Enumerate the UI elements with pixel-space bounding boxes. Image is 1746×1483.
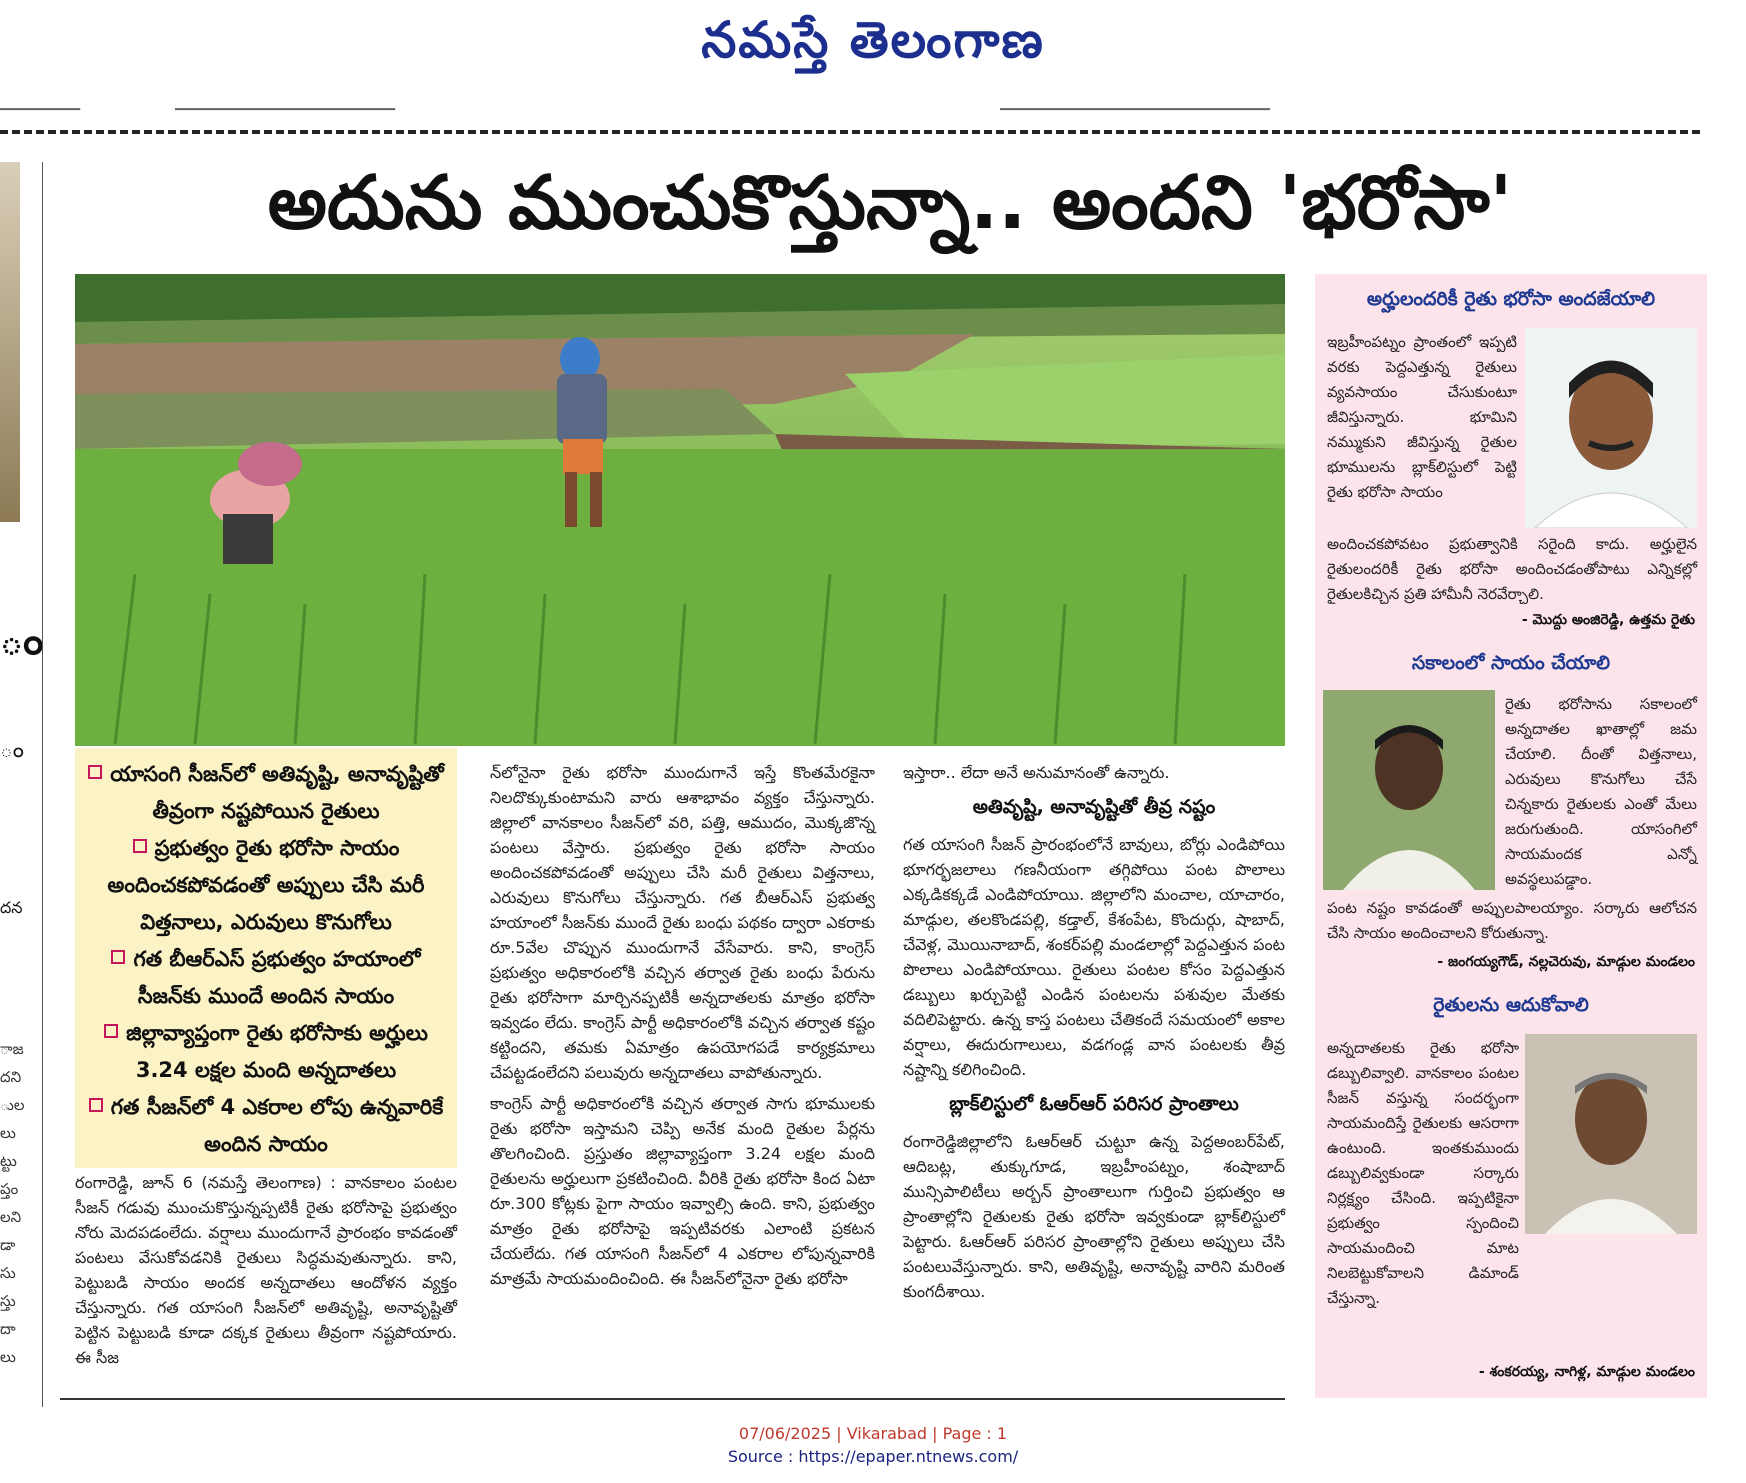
quote-text: అందించకపోవటం ప్రభుత్వానికి సరైంది కాదు. అర్హులైన రైతులందరికీ రైతు భరోసా అందించడంతోపాటు ఎన్నికల్లో రైతులకిచ్చిన ప్రతి హామీనీ నెరవేర్చాలి.: [1327, 535, 1697, 603]
sidebar-box-title: సకాలంలో సాయం చేయాలి: [1411, 652, 1611, 674]
quote-attribution: - మొద్దు అంజిరెడ్డి, ఉత్తమ రైతు: [1521, 612, 1695, 628]
farmer-portrait-3: [1525, 1034, 1697, 1234]
adjacent-text-fragment: దన: [0, 898, 23, 917]
adjacent-text-fragment: ుల: [0, 1096, 24, 1114]
sidebar-box-title: అర్హులందరికీ రైతు భరోసా అందజేయాలి: [1366, 288, 1656, 310]
adjacent-text-fragment: ట్టు: [0, 1152, 17, 1170]
article-paragraph: గత యాసంగి సీజన్ ప్రారంభంలోనే బావులు, బోర్లు ఎండిపోయి భూగర్భజలాలు గణనీయంగా తగ్గిపోయి పంట పొలాలు ఎక్కడికక్కడే ఎండిపోయాయి. జిల్లాలోని మంచాల, యాచారం, మాడ్గుల, తలకొండపల్లి, కడ్తాల్, కేశంపేట, కొందుర్గు, షాబాద్, చేవెళ్ల, మొయినాబాద్, శంకర్‌పల్లి మండలాల్లో పెద్దఎత్తున పంట పొలాలు ఎండిపోయాయి. రైతులు పంటల కోసం పెద్దఎత్తున డబ్బులు ఖర్చుపెట్టి ఎండిన పంటలను పశువుల మేతకు వదిలిపెట్టారు. ఉన్న కాస్త పంటలు చేతికందే సమయంలో అకాల వర్షాలు, ఈదురుగాలులు, వడగండ్ల వాన పంటలకు తీవ్ర నష్టాన్ని కలిగించింది.: [903, 835, 1285, 1079]
quote-text: అన్నదాతలకు రైతు భరోసా డబ్బులివ్వాలి. వానకాలం పంటల సీజన్ వస్తున్న సందర్భంగా సాయమందిస్తే రైతులకు ఆసరాగా ఉంటుంది. ఇంతకుముందు డబ్బులివ్వకుండా సర్కారు నిర్లక్ష్యం చేసింది. ఇప్పటికైనా ప్రభుత్వం స్పందించి సాయమందించి మాట నిలబెట్టుకోవాలని డిమాండ్ చేస్తున్నా.: [1327, 1039, 1519, 1307]
sidebar-box-title: రైతులను ఆదుకోవాలి: [1433, 994, 1589, 1016]
subheading: బ్లాక్‌లిస్టులో ఓఆర్ఆర్ పరిసర ప్రాంతాలు: [949, 1093, 1239, 1115]
adjacent-text-fragment: డా: [0, 1236, 16, 1254]
highlight-item: గత బీఆర్‌ఎస్ ప్రభుత్వం హయాంలో సీజన్‌కు ముందే అందిన సాయం: [75, 941, 457, 1015]
highlight-item: యాసంగి సీజన్‌లో అతివృష్టి, అనావృష్టితో తీవ్రంగా నష్టపోయిన రైతులు: [75, 756, 457, 830]
headline: అదును ముంచుకొస్తున్నా.. అందని 'భరోసా': [267, 160, 1513, 246]
farmer-portrait-2: [1323, 690, 1495, 890]
article-paragraph: రంగారెడ్డి, జూన్ 6 (నమస్తే తెలంగాణ) : వానకాలం పంటల సీజన్ గడువు ముంచుకొస్తున్నప్పటికీ రైతు భరోసాపై ప్రభుత్వం నోరు మెదపడంలేదు. వర్షాలు ముందుగానే ప్రారంభం కావడంతో పంటలు వేసుకోవడనికి రైతులు సిద్ధమవుతున్నారు. కాని, పెట్టుబడి సాయం అందక అన్నదాతలు ఆందోళన వ్యక్తం చేస్తున్నారు. గత యాసంగి సీజన్‌లో అతివృష్టి, అనావృష్టితో పెట్టిన పెట్టుబడి కూడా దక్కక రైతులు తీవ్రంగా నష్టపోయారు. ఈ సీజ: [75, 1173, 457, 1367]
quote-attribution: - శంకరయ్య, నాగిళ్ల, మాడ్గుల మండలం: [1478, 1364, 1695, 1380]
adjacent-text-fragment: లని: [0, 1208, 22, 1226]
adjacent-text-fragment: సు: [0, 1264, 16, 1282]
column-rule: [42, 162, 43, 1407]
masthead: నమస్తే తెలంగాణ: [701, 10, 1045, 69]
article-column-2: [490, 760, 875, 1297]
bullet-icon: [111, 950, 125, 964]
article-paragraph: రంగారెడ్డిజిల్లాలోని ఓఆర్ఆర్ చుట్టూ ఉన్న పెద్దఅంబర్‌పేట్, ఆదిబట్ల, తుక్కుగూడ, ఇబ్రహీంపట్నం, శంషాబాద్ మున్సిపాలిటీలు అర్బన్ ప్రాంతాలుగా గుర్తించి ప్రభుత్వం ఆ ప్రాంతాల్లోని రైతులకు రైతు భరోసా ఇవ్వకుండా బ్లాక్‌లిస్టులో పెట్టారు. ఓఆర్ఆర్ పరిసర ప్రాంతాల్లోని రైతులు అప్పులు చేసి పంటలువేస్తున్నారు. కాని, అతివృష్టి, అనావృష్టి వారిని మరింత కుంగదీశాయి.: [903, 1132, 1285, 1301]
source-link[interactable]: Source : https://epaper.ntnews.com/: [727, 1447, 1019, 1466]
highlights-box: [75, 748, 457, 1168]
adjacent-text-fragment: లు: [0, 1348, 16, 1366]
farmer-portrait-1: [1525, 328, 1697, 528]
quote-text: పంట నష్టం కావడంతో అప్పులపాలయ్యాం. సర్కారు ఆలోచన చేసి సాయం అందించాలని కోరుతున్నా.: [1327, 899, 1697, 942]
bottom-rule: [60, 1398, 1285, 1400]
quote-text: రైతు భరోసాను సకాలంలో అన్నదాతల ఖాతాల్లో జమ చేయాలి. దీంతో విత్తనాలు, ఎరువులు కొనుగోలు చేసే చిన్నకారు రైతులకు ఎంతో మేలు జరుగుతుంది. యాసంగిలో సాయమందక ఎన్నో అవస్థలుపడ్డాం.: [1505, 695, 1697, 888]
quote-attribution: - జంగయ్యగౌడ్, నల్లచెరువు, మాడ్గుల మండలం: [1437, 954, 1695, 970]
article-column-1: [75, 1170, 457, 1376]
farmers-transplanting-paddy-image: [75, 274, 1285, 746]
adjacent-text-fragment: దా: [0, 1320, 16, 1338]
adjacent-text-fragment: లు: [0, 1124, 16, 1142]
adjacent-text-fragment: ం: [0, 618, 44, 664]
adjacent-text-fragment: ప్తం: [0, 1180, 19, 1198]
farmer-quotes-sidebar: [1315, 274, 1707, 1398]
article-paragraph: ఇస్తారా.. లేదా అనే అనుమానంతో ఉన్నారు.: [903, 763, 1170, 782]
highlight-item: గత సీజన్‌లో 4 ఎకరాల లోపు ఉన్నవారికే అందిన సాయం: [75, 1089, 457, 1163]
quote-text: ఇబ్రహీంపట్నం ప్రాంతంలో ఇప్పటి వరకు పెద్దఎత్తున్న రైతులు వ్యవసాయం చేసుకుంటూ జీవిస్తున్నారు. భూమిని నమ్ముకుని జీవిస్తున్న రైతుల భూములను బ్లాక్‌లిస్టులో పెట్టి రైతు భరోసా సాయం: [1327, 333, 1517, 501]
article-column-3: [903, 760, 1285, 1310]
paddy-field-photo: [75, 274, 1285, 746]
adjacent-text-fragment: దని: [0, 1068, 22, 1086]
bullet-icon: [89, 1098, 103, 1112]
adjacent-photo-fragment: [0, 162, 20, 522]
bullet-icon: [133, 839, 147, 853]
bullet-icon: [104, 1024, 118, 1038]
adjacent-text-fragment: ం: [0, 738, 24, 763]
article-paragraph: న్‌లోనైనా రైతు భరోసా ముందుగానే ఇస్తే కొంతమేరకైనా నిలదొక్కుకుంటామని వారు ఆశాభావం వ్యక్తం చేస్తున్నారు. జిల్లాలో వానకాలం సీజన్‌లో వరి, పత్తి, ఆముదం, మొక్కజొన్న పంటలు వేస్తారు. ప్రభుత్వం రైతు భరోసా సాయం అందించకపోవడంతో అప్పులు చేసి మరీ రైతులు విత్తనాలు, ఎరువులు కొనుగోలు చేస్తున్నారు. గత బీఆర్‌ఎస్ ప్రభుత్వ హయాంలో సీజన్‌కు ముందే రైతు బంధు పథకం ద్వారా ఎకరాకు రూ.5వేల చొప్పున ముందుగానే వేసేవారు. కాని, కాంగ్రెస్ ప్రభుత్వం అధికారంలోకి వచ్చిన తర్వాత రైతు బంధు పేరును రైతు భరోసాగా మార్చినప్పటికీ అన్నదాతలకు మాత్రం భరోసా ఇవ్వడం లేదు. కాంగ్రెస్ పార్టీ అధికారంలోకి వచ్చిన తర్వాత కష్టం కట్టిందని, తమకు ఏమాత్రం ఉపయోగపడే కార్యక్రమాలు చేపట్టడంలేదని పలువురు అన్నదాతలు వాపోతున్నారు.: [490, 763, 875, 1082]
edition-info: 07/06/2025 | Vikarabad | Page : 1: [738, 1424, 1008, 1443]
dashed-divider: [0, 130, 1700, 134]
adjacent-text-fragment: ాజ: [0, 1040, 24, 1058]
previous-page-strip: ▁▁▁▁▁▁▁▁ ▁▁▁▁▁▁▁▁▁▁▁▁▁▁▁▁▁▁▁▁▁▁ ▁▁▁▁▁▁▁▁▁▁▁▁▁▁▁▁▁▁▁▁▁▁▁▁▁▁▁: [0, 96, 1270, 111]
article-paragraph: కాంగ్రెస్ పార్టీ అధికారంలోకి వచ్చిన తర్వాత సాగు భూములకు రైతు భరోసా ఇస్తామని చెప్పి అనేక మంది రైతుల పేర్లను తొలగించింది. ప్రస్తుతం జిల్లావ్యాప్తంగా 3.24 లక్షల మంది రైతులను అర్హులుగా ప్రకటించింది. వీరికి రైతు భరోసా కింద ఏటా రూ.300 కోట్లకు పైగా సాయం ఇవ్వాల్సి ఉంది. కాని, ప్రభుత్వం మాత్రం రైతు భరోసాపై ఇప్పటివరకు ఎలాంటి ప్రకటన చేయలేదు. గత యాసంగి సీజన్‌లో 4 ఎకరాల లోపున్నవారికి మాత్రమే సాయమందించింది. ఈ సీజన్‌లోనైనా రైతు భరోసా: [490, 1094, 875, 1288]
highlight-item: ప్రభుత్వం రైతు భరోసా సాయం అందించకపోవడంతో అప్పులు చేసి మరీ విత్తనాలు, ఎరువులు కొనుగోలు: [107, 836, 425, 934]
bullet-icon: [88, 765, 102, 779]
adjacent-text-fragment: స్తు: [0, 1292, 16, 1310]
subheading: అతివృష్టి, అనావృష్టితో తీవ్ర నష్టం: [972, 796, 1216, 818]
highlight-item: జిల్లావ్యాప్తంగా రైతు భరోసాకు అర్హులు 3.24 లక్షల మంది అన్నదాతలు: [75, 1015, 457, 1089]
